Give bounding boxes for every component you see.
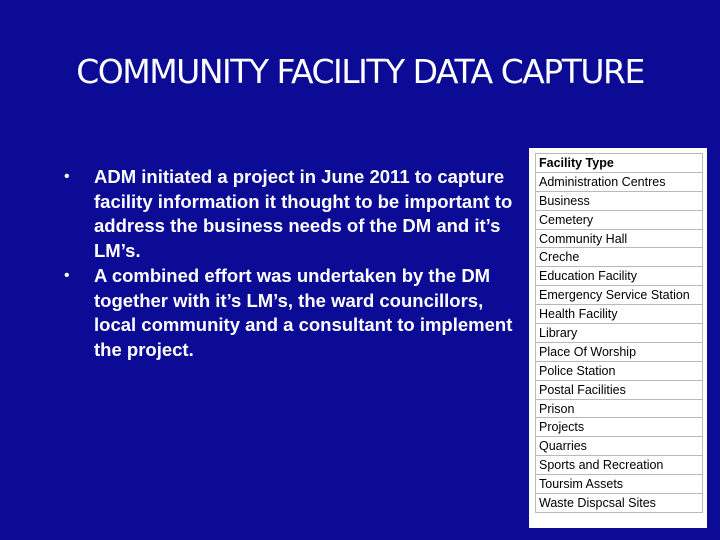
table-cell: Business bbox=[536, 191, 703, 210]
table-row bbox=[536, 286, 703, 305]
table-header-facility-type: Facility Type bbox=[536, 154, 703, 173]
table-cell: Place Of Worship bbox=[536, 342, 703, 361]
table-cell: Sports and Recreation bbox=[536, 456, 703, 475]
table-row bbox=[536, 342, 703, 361]
table-row bbox=[536, 418, 703, 437]
table-cell: Projects bbox=[536, 418, 703, 437]
table-row bbox=[536, 475, 703, 494]
table-cell: Education Facility bbox=[536, 267, 703, 286]
table-row bbox=[536, 456, 703, 475]
table-cell: Quarries bbox=[536, 437, 703, 456]
table-row bbox=[536, 437, 703, 456]
table-row bbox=[536, 267, 703, 286]
table-cell: Administration Centres bbox=[536, 172, 703, 191]
bullet-list bbox=[62, 165, 518, 363]
table-cell: Police Station bbox=[536, 361, 703, 380]
table-cell: Health Facility bbox=[536, 305, 703, 324]
table-cell: Library bbox=[536, 324, 703, 343]
bullet-item bbox=[62, 264, 518, 362]
table-row bbox=[536, 305, 703, 324]
table-cell: Community Hall bbox=[536, 229, 703, 248]
table-row bbox=[536, 191, 703, 210]
bullet-text: A combined effort was undertaken by the DM together with it’s LM’s, the ward councillors, local community and a consultant to implement the project. bbox=[94, 265, 513, 360]
table-row bbox=[536, 494, 703, 513]
slide-title: COMMUNITY FACILITY DATA CAPTURE bbox=[76, 52, 644, 91]
table-row bbox=[536, 172, 703, 191]
table-row bbox=[536, 380, 703, 399]
table-row bbox=[536, 248, 703, 267]
table-row bbox=[536, 361, 703, 380]
table-row bbox=[536, 324, 703, 343]
table-row bbox=[536, 229, 703, 248]
table-row bbox=[536, 210, 703, 229]
table-cell: Creche bbox=[536, 248, 703, 267]
bullet-text: ADM initiated a project in June 2011 to capture facility information it thought to be important to address the business needs of the DM and it’s LM’s. bbox=[94, 166, 513, 261]
table-row bbox=[536, 399, 703, 418]
table-header-row bbox=[536, 154, 703, 173]
table-cell: Waste Dispcsal Sites bbox=[536, 494, 703, 513]
table-cell: Postal Facilities bbox=[536, 380, 703, 399]
table-cell: Emergency Service Station bbox=[536, 286, 703, 305]
table-cell: Toursim Assets bbox=[536, 475, 703, 494]
table-cell: Prison bbox=[536, 399, 703, 418]
bullet-icon: • bbox=[64, 168, 70, 185]
bullet-item bbox=[62, 165, 518, 263]
facility-type-table bbox=[535, 153, 703, 513]
table-cell: Cemetery bbox=[536, 210, 703, 229]
bullet-icon: • bbox=[64, 267, 70, 284]
facility-table-panel bbox=[529, 148, 707, 528]
